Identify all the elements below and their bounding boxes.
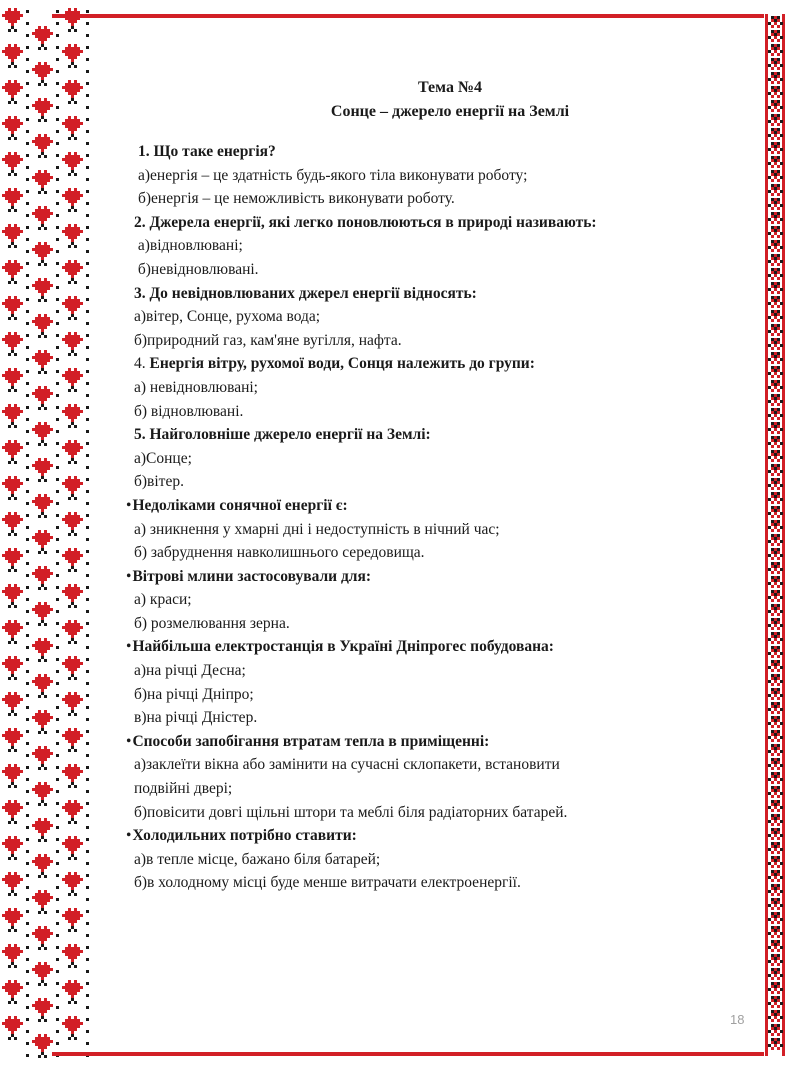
page-number: 18 bbox=[730, 1012, 745, 1027]
answer-7b: б) розмелювання зерна. bbox=[134, 614, 290, 632]
question-4: 4. Енергія вітру, рухомої води, Сонця належить до групи: bbox=[134, 355, 535, 373]
question-8: •Найбільша електростанція в Україні Дніпрогес побудована: bbox=[126, 638, 554, 656]
answer-2b: б)невідновлювані. bbox=[134, 260, 259, 278]
answer-2a: а)відновлювані; bbox=[134, 237, 243, 255]
question-7: •Вітрові млини застосовували для: bbox=[126, 567, 372, 585]
slide-title: Сонце – джерело енергії на Землі bbox=[330, 103, 570, 120]
answer-9b: б)повісити довгі щільні штори та меблі біля радіаторних батарей. bbox=[134, 803, 568, 821]
answer-6b: б) забруднення навколишнього середовища. bbox=[134, 544, 425, 562]
answer-6a: а) зникнення у хмарні дні і недоступність в нічний час; bbox=[134, 520, 500, 538]
frame-top-line bbox=[52, 14, 764, 18]
answer-10b: б)в холодному місці буде менше витрачати електроенергії. bbox=[134, 874, 521, 892]
answer-5b: б)вітер. bbox=[134, 473, 184, 491]
slide-topic: Тема №4 bbox=[417, 79, 483, 96]
question-9: •Способи запобігання втратам тепла в приміщенні: bbox=[126, 732, 490, 750]
frame-bottom-line bbox=[52, 1052, 764, 1056]
answer-8a: а)на річці Десна; bbox=[134, 662, 246, 680]
embroidery-ornament-left bbox=[0, 0, 112, 1067]
quiz-content bbox=[120, 140, 770, 895]
question-1: 1. Що таке енергія? bbox=[138, 143, 276, 160]
answer-7a: а) краси; bbox=[134, 591, 192, 609]
answer-1b: б)енергія – це неможливість виконувати роботу. bbox=[138, 190, 455, 208]
bullet-dot: • bbox=[126, 567, 132, 585]
question-10: •Холодильних потрібно ставити: bbox=[126, 827, 357, 845]
answer-9a: а)заклеїти вікна або замінити на сучасні склопакети, встановити bbox=[134, 756, 560, 774]
answer-9a-continued: подвійні двері; bbox=[134, 780, 233, 798]
answer-10a: а)в тепле місце, бажано біля батарей; bbox=[134, 850, 381, 868]
answer-8c: в)на річці Дністер. bbox=[134, 709, 258, 727]
answer-3a: а)вітер, Сонце, рухома вода; bbox=[134, 308, 321, 326]
answer-4b: б) відновлювані. bbox=[134, 402, 244, 420]
answer-1a: а)енергія – це здатність будь-якого тіла виконувати роботу; bbox=[138, 166, 528, 184]
question-6: •Недоліками сонячної енергії є: bbox=[126, 496, 348, 514]
answer-3b: б)природний газ, кам'яне вугілля, нафта. bbox=[134, 331, 402, 349]
title-block bbox=[130, 76, 770, 124]
answer-8b: б)на річці Дніпро; bbox=[134, 685, 254, 703]
answer-5a: а)Сонце; bbox=[134, 449, 192, 467]
question-2: 2. Джерела енергії, які легко поновлюються в природі називають: bbox=[134, 213, 597, 231]
bullet-dot: • bbox=[126, 496, 132, 514]
question-5: 5. Найголовніше джерело енергії на Землі: bbox=[134, 426, 431, 444]
bullet-dot: • bbox=[126, 638, 132, 656]
question-3: 3. До невідновлюваних джерел енергії відносять: bbox=[134, 284, 477, 302]
bullet-dot: • bbox=[126, 732, 132, 750]
answer-4a: а) невідновлювані; bbox=[134, 378, 258, 396]
bullet-dot: • bbox=[126, 827, 132, 845]
